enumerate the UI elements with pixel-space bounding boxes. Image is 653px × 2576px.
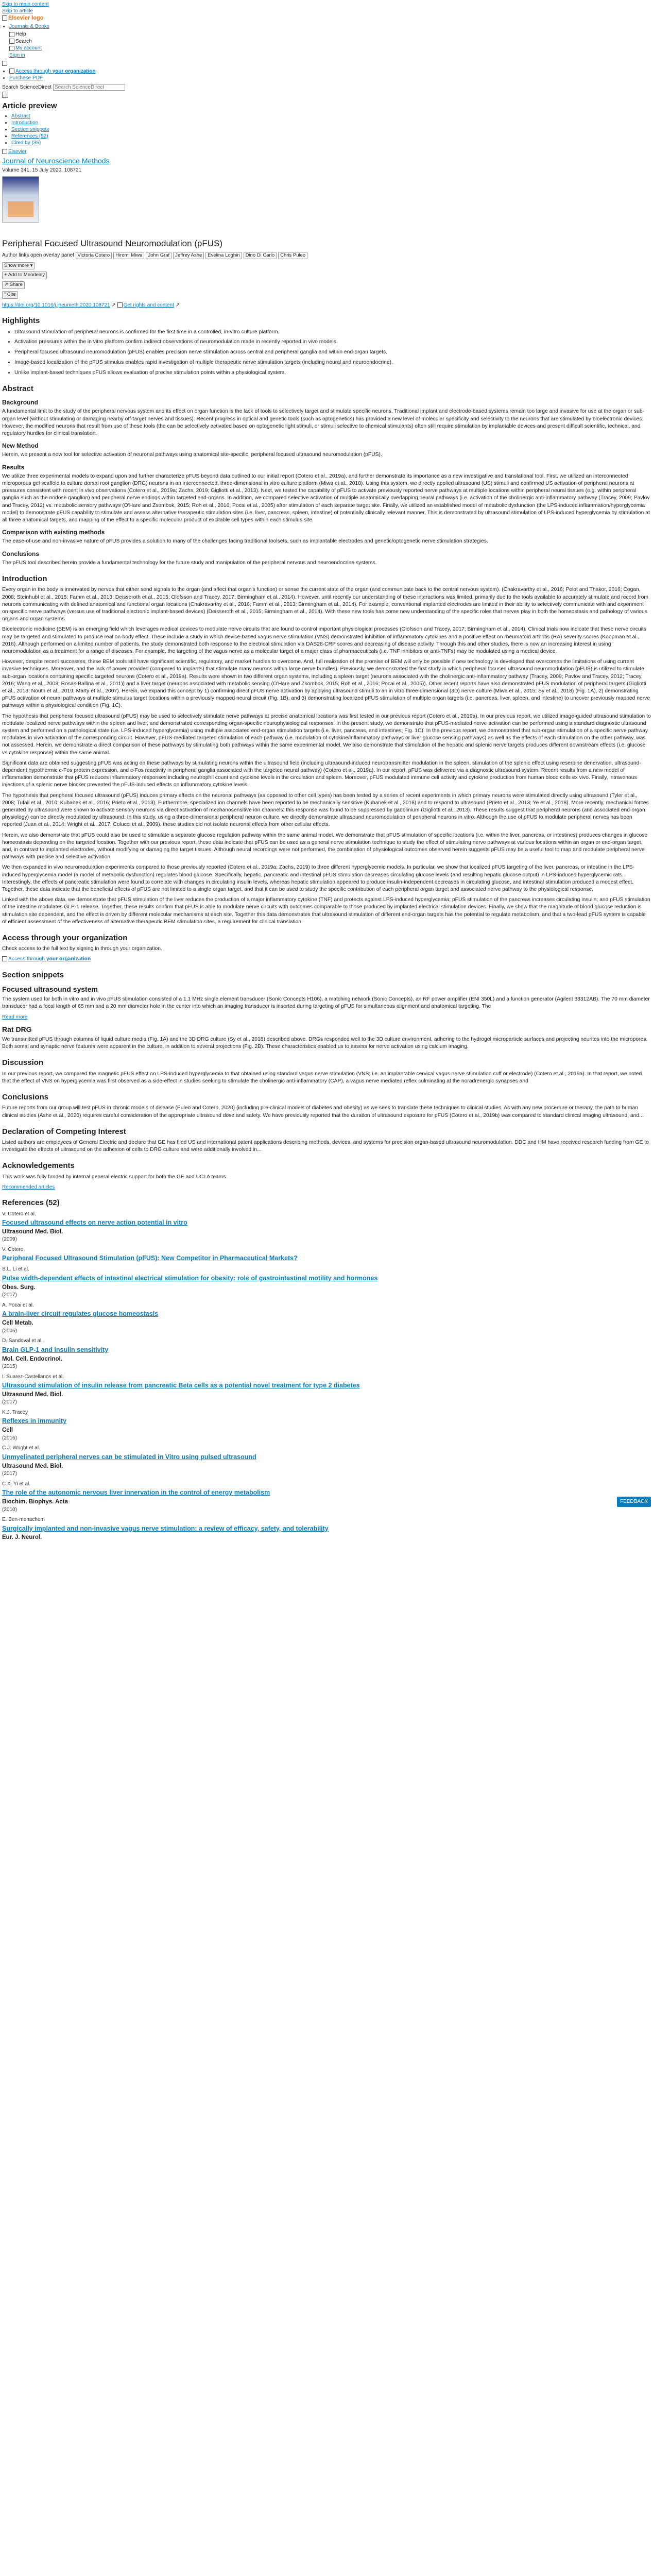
- reference-authors: K.J. Tracey: [2, 1409, 28, 1415]
- elsevier-logo-link[interactable]: Elsevier logo: [8, 15, 44, 21]
- show-more-label: Show more: [4, 262, 29, 268]
- reference-authors: S.L. Li et al.: [2, 1266, 29, 1273]
- elsevier-link[interactable]: Elsevier: [8, 148, 27, 155]
- competing-heading: Declaration of Competing Interest: [2, 1127, 126, 1136]
- doi-row: [2, 302, 651, 309]
- rat-drg-text: We transmitted pFUS through columns of liquid culture media (Fig. 1A) and the 3D DRG culture (Sy et al., 2018) described above. DRGs responded well to the 3D culture environment, adhering to the hydrogel microparticle surfaces and projecting neurites into the micropores. Both somal and synaptic nerve features were apparent in the culture, in addition to several projections (Fig. 2B). These characteristics enabled us to assess for nerve activation using calcium imaging.: [2, 1037, 648, 1050]
- author-chip[interactable]: Hiromi Miwa: [113, 252, 144, 259]
- conclusions-heading: Conclusions: [2, 1093, 49, 1102]
- access-link-strong: your organization: [52, 68, 96, 74]
- outline-item[interactable]: [11, 113, 653, 120]
- plus-icon: +: [4, 272, 7, 278]
- article-title: Peripheral Focused Ultrasound Neuromodulation (pFUS): [2, 238, 223, 248]
- external-link-icon: ↗: [175, 302, 180, 308]
- skip-to-article-link[interactable]: Skip to article: [2, 8, 33, 14]
- reference-item: [2, 1374, 651, 1406]
- institution-icon: [2, 956, 7, 961]
- reference-journal: Cell Metab.: [2, 1320, 33, 1327]
- reference-item: [2, 1266, 651, 1298]
- author-chip[interactable]: Dino Di Carlo: [244, 252, 277, 259]
- intro-paragraph: Herein, we also demonstrate that pFUS could also be used to stimulate a separate glucose regulation pathway within the same animal model. We demonstrate that pFUS stimulation of specific locations (i.e. within the liver, pancreas, or intestines) produces changes in glucose homeostasis depending on the targeted location. Together with our previous report, these data indicate that pFUS can be used as a general nerve stimulation technique to study the effect of stimulating nerve pathways at various locations within an organ or end-organ target, and, in contrast to implanted electrodes, without modifying or damaging the target tissues. Although neural recordings were not performed, the combination of physiological outcomes observed herein suggests pFUS may be a useful tool to map and modulate peripheral nerve pathways with precise and selective activation.: [2, 832, 648, 860]
- highlights-list: [2, 329, 651, 377]
- reference-title-link[interactable]: The role of the autonomic nervous liver innervation in the control of energy metabolism: [2, 1489, 270, 1497]
- recommended-link-row[interactable]: [0, 1184, 653, 1191]
- reference-authors: E. Ben-menachem: [2, 1517, 45, 1523]
- search-label[interactable]: Search: [15, 38, 32, 44]
- intro-paragraph: However, despite recent successes, these BEM tools still have significant scientific, regulatory, and market hurdles to overcome. And, full realization of the promise of BEM will only be possible if new technology is developed that overcomes the limitations of using current invasive techniques. Moreover, and the lack of power provided (compared to implants) that stimulate many neurons within large nerve bundles). Previously, we demonstrated the first study in which peripheral focused ultrasound neuromodulation (pFUS) is utilized to stimulate sub-organ locations containing specific targeted neurons (Cotero et al., 2019a). Results were shown in two different organ systems, including a spleen target (neurons associated with the cholinergic anti-inflammatory pathway (Tracey, 2009; Pavlov and Tracey, 2012; Tracey, 2016; Wang et al., 2003; Rosas-Ballina et al., 2011)) and a liver target (neurons associated with metabolic sensing (O'Hare and Zsombok, 2015; Roh et al., 2016; Pocai et al., 2005)). Other recent reports have also demonstrated pFUS modulation of peripheral targets (Gigliotti et al., 2013; Nouth et al., 2019; Marty et al., 2007). Herein, we expand this concept by 1) confirming direct pFUS nerve activation by applying ultrasound stimuli to an in vitro three-dimensional (3D) nerve culture (Miwa et al., 2015; Sy et al., 2018) (Fig. 1A), 2) demonstrating pFUS activation of neural pathways at multiple stimulus target locations within a previously mapped neural circuit (Fig. 1B), and 3) demonstrating localized pFUS stimulation of multiple organ targets (i.e. pancreas, liver, spleen, and intestine) to uncover previously mapped nerve pathways within a physiological condition (Fig. 1C).: [2, 659, 650, 709]
- conclusions-abstract-heading: Conclusions: [2, 550, 40, 557]
- purchase-item[interactable]: [9, 75, 653, 82]
- intro-paragraph: The hypothesis that peripheral focused ultrasound (pFUS) may be used to selectively stimulate nerve pathways at precise anatomical locations was first tested in our previous report (Cotero et al., 2019a). In our previous report, we utilized image-guided ultrasound stimulation to modulate localized nerve pathways within the spleen and liver, and demonstrated corresponding organ-specific neurophysiological responses. In the present study, we demonstrate that pFUS-mediated nerve activation can be performed using a standard diagnostic ultrasound system and performed on a pathological state (i.e. LPS-induced hyperglycemia) using multiple associated end-organ stimulation targets (i.e. liver, pancreas, and intestines; Fig. 1C). In the previous report, we demonstrated that sub-organ stimulation of a specific nerve pathway modulates in vivo activation of the corresponding circuit. However, pFUS-mediated targeted stimulation of each pathway (i.e. modulation of cytokine/inflammatory pathways or liver glucose sensing pathways) as well as the effects of each stimulation on the other pathway, was not assessed. Herein, we demonstrate a direct comparison of these pathways by stimulating both pathways within the same experimental model. We also demonstrate that stimulation of the hepatic and splenic nerve targets produces different downstream effects (i.e. glucose vs cytokine response) within the same animal.: [2, 713, 651, 756]
- rat-drg-heading: Rat DRG: [2, 1025, 32, 1034]
- outline-introduction-link[interactable]: Introduction: [11, 120, 39, 126]
- highlight-item: • Activation pressures within the in vitro platform confirm indirect observations of neuromodulation made in recently reported in vivo models.: [14, 338, 651, 346]
- access-box: [2, 945, 651, 963]
- intro-paragraph: Every organ in the body is innervated by nerves that either send signals to the organ (and affect that organ's function) or sense the current state of the organ (and communicate back to the central nervous system). (Chakravarthy et al., 2016; Pelot and Thakor, 2016; Cogan, 2008; Steinhubl et al., 2015; Famm et al., 2013; Deisseroth et al., 2015; Olofsson and Tracey, 2017; Birmingham et al., 2014). However, until recently our understanding of these interactions was limited, primarily due to the tools available to accurately stimulate and record from neurons communicating with defined anatomical and functional organ locations (Chakravarthy et al., 2016; Famm et al., 2013; Birmingham et al., 2014). For example, conventional implanted electrodes are limited in their ability to selectively communicate with and experiment on specific nerve pathways (versus use of traditional electronic implant-based devices) (Deisseroth et al., 2015; Birmingham et al., 2014). With these new tools has come new understanding of the specific roles that nerves play in both the homeostasis and pathology of various organs and organ systems.: [2, 587, 648, 622]
- account-icon: [9, 46, 14, 51]
- intro-paragraph: Significant data are obtained suggesting pFUS was acting on these pathways by stimulating neurons within the ultrasound field (including ultrasound-induced neurotransmitter modulation in the spleen, stimulation of the splenic effect using reserpine denervation, ultrasound-dependent hypothermic c-Fos protein expression, and c-Fos reactivity in peripheral ganglia associated with the targeted neural pathway) (Cotero et al., 2019a). In our report, pFUS was delivered via a diagnostic ultrasound system. Recent results from a new model of inflammation demonstrate that pFUS reduces inflammatory responses including neutrophil count and cytokine levels in the circulation and spleen. Moreover, pFUS modulated immune cell activity and cytokine production from human blood cells ex vivo. Finally, intravenous injections of a splenic nerve blocker prevented the pFUS-induced effects on inflammatory cytokine levels.: [2, 760, 641, 788]
- reference-authors: V. Cotero: [2, 1246, 24, 1252]
- reference-year: (2017): [2, 1399, 17, 1405]
- outline-item[interactable]: [11, 120, 653, 126]
- search-icon: [9, 39, 14, 44]
- reference-title-link[interactable]: Pulse width-dependent effects of intestinal electrical stimulation for obesity: role of gastrointestinal motility and hormones: [2, 1274, 378, 1282]
- nav-item-journals[interactable]: [9, 23, 653, 30]
- purchase-pdf-link[interactable]: Purchase PDF: [9, 75, 43, 81]
- reference-year: (2010): [2, 1506, 17, 1513]
- conclusions-text: Future reports from our group will test pFUS in chronic models of disease (Puleo and Cotero, 2020) (including pre-clinical models of diabetes and obesity) as we seek to translate these techniques to clinical studies. As with any new procedure or therapy, the path to human clinical studies (Ashe et al., 2020) requires careful consideration of the appropriate ultrasound dose and safety. We have previously reported that the duration of ultrasound exposure for pFUS (Cotero et al., 2019b) was compared to standard clinical imaging ultrasound, and...: [2, 1105, 644, 1118]
- top-header: [0, 0, 653, 99]
- access-heading: Access through your organization: [2, 934, 128, 943]
- chevron-down-icon: ▾: [30, 262, 33, 268]
- new-method-heading: New Method: [2, 442, 39, 450]
- reference-year: (2009): [2, 1236, 17, 1243]
- highlight-item: • Unlike implant-based techniques pFUS allows evaluation of precise stimulation points within a physiological system.: [14, 369, 651, 377]
- reference-authors: A. Pocai et al.: [2, 1302, 34, 1308]
- outline-list: [0, 113, 653, 146]
- snippets-heading: Section snippets: [2, 971, 64, 980]
- intro-paragraph: Bioelectronic medicine (BEM) is an emerging field which leverages medical devices to modulate nerve circuits that are found to control important physiological processes (Olofsson and Tracey, 2017; Birmingham et al., 2014). Clinical trials now indicate that these nerve circuits may be targeted and stimulated to produce real on-body effect. These include a study in which device-based vagus nerve stimulation (VNS) demonstrated inhibition of inflammatory cytokines and a positive effect on rheumatoid arthritis (RA) severity scores (Koopman et al., 2016). Although performed on a limited number of patients, the study demonstrated both response to the electrical stimulation via DAS28-CRP scores and decreasing of disease activity. Through this and other studies, there is now an increasing interest in using neuromodulation as a treatment for a range of diseases. For example, the targeting of the vagus nerve as a molecular target of a major class of pharmaceuticals (i.e. TNF inhibitors or anti-TNFs) may be modulated using a medical device.: [2, 626, 646, 654]
- access-org-link-strong: your organization: [46, 956, 91, 962]
- author-chip[interactable]: Victoria Cotero: [76, 252, 112, 259]
- search-item[interactable]: [9, 38, 653, 45]
- sign-in-item[interactable]: [9, 52, 653, 59]
- outline-snippets-link[interactable]: Section snippets: [11, 126, 49, 132]
- search-label-text: Search ScienceDirect: [2, 84, 52, 90]
- my-account-item[interactable]: [9, 45, 653, 52]
- rights-icon: [117, 302, 123, 308]
- elsevier-publisher[interactable]: [0, 148, 653, 156]
- reference-authors: C.X. Yi et al.: [2, 1481, 31, 1487]
- share-button[interactable]: [2, 281, 25, 289]
- skip-to-main-content-link[interactable]: Skip to main content: [2, 2, 49, 7]
- competing-text: Listed authors are employees of General Electric and declare that GE has filed US and international patent applications describing methods, devices, and systems for precision organ-based ultrasound neuromodulation. DDC and HM have received research funding from GE to investigate the effects of ultrasound on the adhesion of cells to DRG culture and were additionally involved in...: [2, 1139, 649, 1153]
- author-chip[interactable]: Jeffrey Ashe: [173, 252, 204, 259]
- reference-authors: I. Suarez-Castellanos et al.: [2, 1374, 64, 1380]
- access-text: Check access to the full text by signing in through your organization.: [2, 946, 162, 952]
- reference-journal: Mol. Cell. Endocrinol.: [2, 1355, 62, 1362]
- article-actions: [0, 261, 653, 300]
- quote-icon: “: [4, 292, 6, 297]
- journal-title[interactable]: Journal of Neuroscience Methods: [2, 157, 110, 165]
- reference-title-link[interactable]: Reflexes in immunity: [2, 1417, 67, 1425]
- reference-authors: V. Cotero et al.: [2, 1211, 36, 1217]
- author-chip[interactable]: Chris Puleo: [278, 252, 307, 259]
- fus-heading: Focused ultrasound system: [2, 985, 98, 994]
- comparison-text: The ease-of-use and non-invasive nature of pFUS provides a solution to many of the challenges facing traditional toolsets, such as implantable electrodes and genetic/optogenetic nerve stimulation strategies.: [2, 538, 488, 545]
- add-mendeley-label: Add to Mendeley: [8, 272, 45, 278]
- highlight-item: • Ultrasound stimulation of peripheral neurons is confirmed for the first time in a controlled, in-vitro culture platform.: [14, 329, 651, 336]
- reference-journal: Cell: [2, 1427, 13, 1434]
- reference-authors: D. Sandoval et al.: [2, 1338, 43, 1344]
- introduction-heading: Introduction: [2, 574, 47, 584]
- reference-item: [2, 1337, 651, 1370]
- reference-item: [2, 1246, 651, 1263]
- my-account-link[interactable]: My account: [15, 45, 42, 52]
- highlight-item: • Peripheral focused ultrasound neuromodulation (pFUS) enables precision nerve stimulation across central and peripheral ganglia and within end-organ targets.: [14, 349, 651, 356]
- acknowledgements-text: This work was fully funded by internal general electric support for both the GE and UCLA teams.: [2, 1174, 228, 1180]
- feedback-button[interactable]: FEEDBACK: [617, 1497, 651, 1507]
- access-org-link-text: Access through: [8, 956, 45, 962]
- journals-books-link[interactable]: Journals & Books: [9, 23, 49, 29]
- references-heading: References (52): [2, 1198, 60, 1208]
- reference-journal: Ultrasound Med. Biol.: [2, 1391, 63, 1398]
- reference-item: [2, 1211, 651, 1243]
- reference-authors: C.J. Wright et al.: [2, 1445, 40, 1451]
- reference-title-link[interactable]: Unmyelinated peripheral nerves can be stimulated in Vitro using pulsed ultrasound: [2, 1453, 256, 1461]
- rights-link[interactable]: Get rights and content: [123, 302, 174, 308]
- author-chip[interactable]: John Graf: [146, 252, 171, 259]
- reference-title-link[interactable]: Brain GLP-1 and insulin sensitivity: [2, 1346, 109, 1353]
- show-more-button[interactable]: [2, 262, 35, 270]
- access-link[interactable]: [15, 69, 96, 74]
- access-org-link[interactable]: [8, 956, 91, 962]
- results-heading: Results: [2, 463, 25, 471]
- search-bar: [0, 83, 653, 99]
- cite-button[interactable]: [2, 291, 18, 299]
- authors-label: Author links open overlay panel: [2, 252, 74, 258]
- intro-paragraph: We then expanded in vivo neuromodulation experiments compared to those previously reported (Cotero et al., 2019a; Zachs, 2019) to three different hyperglycemic models. In particular, we show that localized pFUS targeting of the liver, pancreas, or intestine in the LPS-induced hyperglycemia model (a model of metabolic dysfunction) regulates blood glucose. Specifically, hepatic, pancreatic and intestinal pFUS stimulation decreases circulating glucose levels (and resulting hepatic glucose output) in LPS-induced hyperglycemic rats. Interestingly, the effects of pancreatic stimulation were found to correlate with changes in circulating insulin levels, whereas hepatic stimulation appeared to produce insulin-independent decreases in circulating glucose, and intestinal stimulation produced a modest effect. Together, these data indicate that the beneficial effects of pFUS are not limited to a single organ target, and that it can be used to study the specific contribution of each peripheral organ target and associated nerve pathway to the physiological response.: [2, 865, 634, 893]
- reference-year: (2017): [2, 1471, 17, 1477]
- reference-year: (2017): [2, 1292, 17, 1298]
- reference-title-link[interactable]: Peripheral Focused Ultrasound Stimulation (pFUS): New Competitor in Pharmaceutical Markets?: [2, 1255, 298, 1262]
- outline-item[interactable]: [11, 126, 653, 133]
- reference-item: [2, 1302, 651, 1334]
- reference-journal: Ultrasound Med. Biol.: [2, 1463, 63, 1469]
- share-label: Share: [9, 282, 23, 288]
- highlights-heading: Highlights: [2, 316, 40, 326]
- conclusions-abstract-text: The pFUS tool described herein provide a fundamental technology for the future study and manipulation of the peripheral nervous and neuroendocrine systems.: [2, 560, 377, 566]
- reference-item: [2, 1409, 651, 1442]
- snippets-section: [0, 970, 653, 1050]
- acknowledgements-heading: Acknowledgements: [2, 1161, 75, 1171]
- reference-title-link[interactable]: Ultrasound stimulation of insulin release from pancreatic Beta cells as a potential novel treatment for type 2 diabetes: [2, 1382, 360, 1389]
- search-input[interactable]: [53, 84, 125, 91]
- doi-link[interactable]: https://doi.org/10.1016/j.jneumeth.2020.108721: [2, 302, 110, 308]
- author-chip[interactable]: Evelina Loghin: [205, 252, 242, 259]
- reference-journal: Obes. Surg.: [2, 1284, 36, 1291]
- help-label[interactable]: Help: [15, 31, 26, 38]
- highlight-item: • Image-based localization of the pFUS stimulus enables rapid investigation of multiple therapeutic nerve stimulation targets (including neural and neuroendocrine).: [14, 359, 651, 366]
- reference-title-link[interactable]: Surgically implanted and non-invasive vagus nerve stimulation: a review of efficacy, safety, and tolerability: [2, 1524, 329, 1532]
- discussion-heading: Discussion: [2, 1058, 44, 1067]
- access-link-text: Access through: [15, 68, 51, 74]
- reference-item: [2, 1445, 651, 1477]
- sign-in-link[interactable]: Sign in: [9, 52, 25, 58]
- volume-info[interactable]: Volume 341, 15 July 2020, 108721: [2, 167, 82, 174]
- institution-icon: [9, 69, 14, 74]
- outline-abstract-link[interactable]: Abstract: [11, 113, 30, 119]
- add-mendeley-button[interactable]: [2, 272, 47, 279]
- reference-year: (2005): [2, 1328, 17, 1334]
- reference-title-link[interactable]: A brain-liver circuit regulates glucose homeostasis: [2, 1310, 159, 1318]
- reference-journal: Eur. J. Neurol.: [2, 1534, 42, 1541]
- article-preview-heading: Article preview: [2, 101, 57, 111]
- results-text: We utilize three experimental models to expand upon and further characterize pFUS beyond data outlined to our initial report (Cotero et al., 2019a), and further demonstrate its importance as a new investigative and translational tool. First, we utilized an interconnected microporous gel scaffold to culture dorsal root ganglion (DRG) neurons in an interconnected, three-dimensional in vitro culture platform (Miwa et al., 2018). Using this system, we directly applied ultrasound (US) stimuli and confirmed US activation of peripheral neurons at pressures consistent with recent in vivo observations (Cotero et al., 2019a; Zachs, 2019; Gigliotti et al., 2013). Next, we tested the capability of pFUS to activate previously reported nerve pathways at multiple locations within peripheral neural tissues (e.g. within peripheral ganglia such as the nodose ganglion) and peripheral nerve endings within targeted end-organs. In addition, we compared selective activation of multiple anatomically overlapping neural pathways (i.e. activation of the cholinergic anti-inflammatory pathway (Tracey, 2009; Pavlov and Tracey, 2012) vs. metabolic sensory pathways (O'Hare and Zsombok, 2015; Roh et al., 2016; Pocai et al., 2005) after stimulation of each separate target site. Finally, we utilized an established model of metabolic dysfunction (the LPS-induced inflammation/hyperglycemia model) to demonstrate pFUS capability to stimulate and assess alternative therapeutic stimulation sites (i.e. liver, pancreas, spleen, intestine) of potentially clinically relevant manner. This is demonstrated by ultrasound stimulation of LPS-induced hyperglycemia by stimulation at all three anatomical targets, and mapping of the effect to a specific molecular product of excitable cell types within each stimulus site.: [2, 473, 650, 523]
- external-link-icon: ↗: [111, 302, 116, 308]
- discussion-text: In our previous report, we compared the magnetic pFUS effect on LPS-induced hyperglycemia to that obtained using standard vagus nerve stimulation (VNS; i.e. an implantable cervical vagus nerve stimulation cuff or electrode) (Cotero et al., 2019a). In that report, we noted that the effect of VNS on hyperglycemia was first observed as a side-effect in studies seeking to stimulate the cholinergic anti-inflammatory (CAP), a vagus nerve mediated reflex culminating at the noradrenergic synapses and: [2, 1071, 642, 1084]
- reference-year: (2016): [2, 1435, 17, 1441]
- fus-text: The system used for both in vitro and in vivo pFUS stimulation consisted of a 1.1 MHz single element transducer (Sonic Concepts H106), a matching network (Sonic Concepts), an RF power amplifier (ENI 350L) and a function generator (Agilent 33312AB). The 70 mm diameter transducer had a focal length of 65 mm and a 20 mm diameter hole in the center into which an imaging transducer is inserted during targeting of pFUS for simultaneous alignment and anatomical targeting. The: [2, 996, 650, 1010]
- outline-cited-by-link[interactable]: Cited by (35): [11, 140, 41, 146]
- reference-item: [2, 1481, 651, 1513]
- outline-item[interactable]: [11, 140, 653, 146]
- intro-paragraph: The hypothesis that peripheral focused ultrasound (pFUS) induces primary effects on the neuronal pathways (as opposed to other cell types) has been tested by a series of recent experiments in which primary neurons were stimulated directly using ultrasound (Tyler et al., 2008; Tufail et al., 2010; Kubanek et al., 2016; Prieto et al., 2013). Furthermore, specialized ion channels have been reported to be mechanically sensitive (Kubanek et al., 2016) and to respond to ultrasound (Prieto et al., 2013; Ye et al., 2018). More recently, mechanical forces generated by ultrasound were shown to activate sensory neurons via direct activation of mechanosensitive ion channels; this response was found to be suppressed by gadolinium (Gigliotti et al., 2013). These results suggest that peripheral neurons (and associated end-organ physiology) can be directly modulated by ultrasound. In this study, using a three-dimensional peripheral neuron culture, we directly demonstrate ultrasound neuromodulation of peripheral neurons in vitro. Although the use of pFUS to modulate peripheral nerves has been reported (Juan et al., 2014; Wright et al., 2017; Colucci et al., 2009), these studies did not isolate neuronal effects from other cellular effects.: [2, 792, 649, 828]
- elsevier-logo[interactable]: [0, 14, 653, 22]
- skip-links: [0, 0, 653, 14]
- toolbar: [0, 31, 653, 59]
- help-item[interactable]: [9, 31, 653, 38]
- menu-toggle[interactable]: [0, 60, 653, 67]
- fus-read-more[interactable]: [0, 1014, 653, 1021]
- top-nav: [0, 23, 653, 30]
- cite-label: Cite: [7, 292, 16, 297]
- outline-item[interactable]: [11, 133, 653, 140]
- comparison-heading: Comparison with existing methods: [2, 529, 105, 536]
- background-text: A fundamental limit to the study of the peripheral nervous system and its effect on organ function is the lack of tools to selectively target and stimulate specific neurons. Traditional implant and electrode-based systems remain too large and invasive for use at the organ or sub-organ level (without stimulating or damaging nearby off-target nerves and tissues). Recent progress in optical and genetic tools (such as optogenetics) has provided a new level of molecular specificity and selectivity to the neurons that are stimulated by bioelectronic devices. However, the modified neurons that result from use of these tools (the can be selectively activated based on optogenetic light stimuli, or stimuli selective to chemical stimulants) often still require stimulation by implantable devices and present difficult scientific, technical, and regulatory hurdles for clinical translation.: [2, 409, 644, 437]
- publisher-logo-icon: [2, 149, 7, 154]
- read-more-link[interactable]: Read more: [2, 1014, 28, 1020]
- search-submit-button[interactable]: [2, 92, 8, 98]
- reference-journal: Ultrasound Med. Biol.: [2, 1228, 63, 1235]
- abstract-heading: Abstract: [2, 384, 33, 394]
- access-button[interactable]: [2, 956, 651, 963]
- intro-paragraph: Linked with the above data, we demonstrate that pFUS stimulation of the liver reduces the production of a major inflammatory cytokine (TNF) and protects against LPS-induced hyperglycemia; pFUS stimulation of the pancreas increases circulating insulin; and pFUS stimulation of the intestine modulates GLP-1 release. Together, these results confirm that pFUS is able to modulate nerve circuits with outcomes comparable to those produced by implanted electrical stimulation devices. Finally, we show that the magnitude of blood glucose reduction is stimulation site dependent, and the effect is driven by different molecular mechanisms at each site. Together this data demonstrates that ultrasound stimulation of different end-organ targets has the potential to regulate metabolism, and that a two-lead pFUS system is capable of efficient assessment of the effectiveness of alternative therapeutic BEM stimulation sites, a requirement for clinical translation.: [2, 897, 650, 925]
- reference-title-link[interactable]: Focused ultrasound effects on nerve action potential in vitro: [2, 1219, 187, 1227]
- author-list: [2, 252, 651, 259]
- recommended-articles-link[interactable]: Recommended articles: [2, 1184, 55, 1190]
- access-item[interactable]: [9, 68, 653, 75]
- background-heading: Background: [2, 399, 39, 406]
- journal-cover[interactable]: [2, 176, 39, 223]
- outline-references-link[interactable]: References (52): [11, 133, 48, 139]
- new-method-text: Herein, we present a new tool for selective activation of neuronal pathways using anatomical site-specific, peripheral focused ultrasound neuromodulation (pFUS).: [2, 452, 382, 458]
- article-outline: [0, 101, 653, 146]
- reference-list: [2, 1211, 651, 1542]
- reference-item: [2, 1516, 651, 1542]
- broken-image-icon: [2, 15, 7, 21]
- access-purchase-list: [0, 68, 653, 82]
- menu-icon: [2, 61, 7, 66]
- help-icon: [9, 32, 14, 37]
- share-icon: ↗: [4, 282, 8, 288]
- reference-journal: Biochim. Biophys. Acta: [2, 1499, 68, 1505]
- reference-year: (2015): [2, 1364, 17, 1370]
